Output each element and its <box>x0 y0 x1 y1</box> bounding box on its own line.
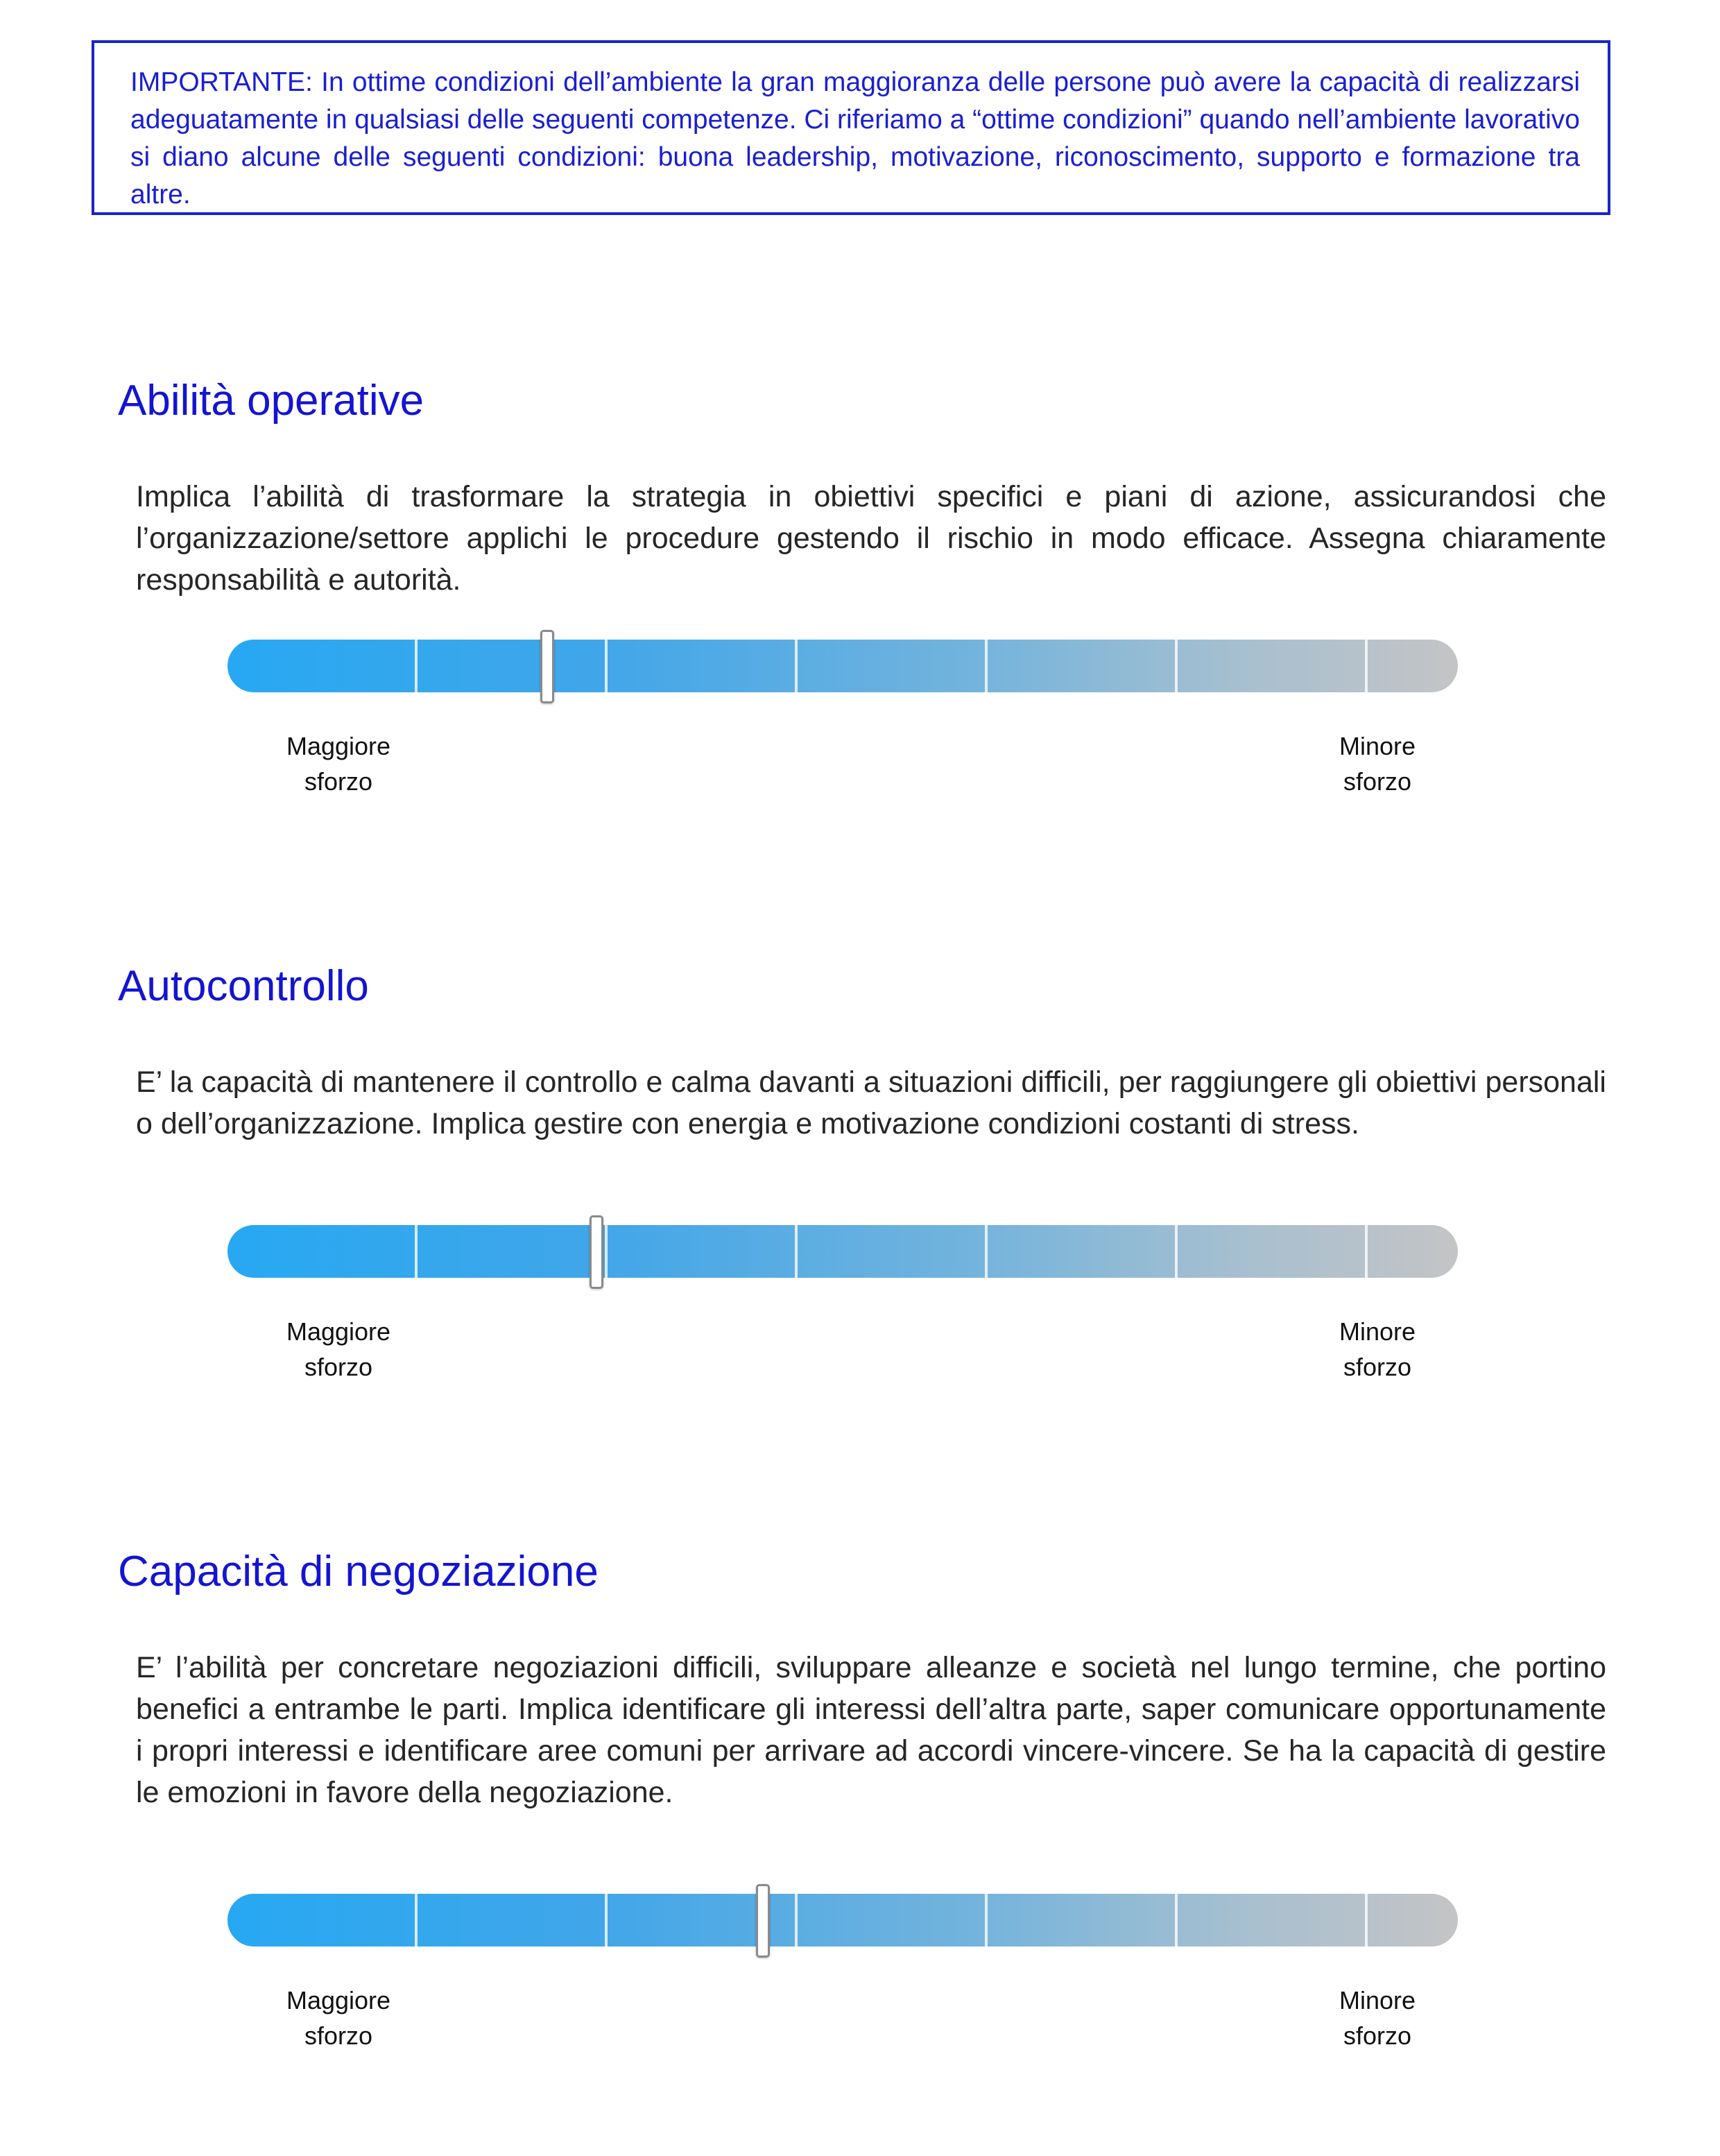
scale-label-less-effort <box>1287 1314 1468 1385</box>
scale-marker <box>540 630 554 703</box>
scale-track <box>227 1225 1458 1278</box>
scale-divider <box>985 1894 988 1947</box>
scale-divider <box>415 640 418 692</box>
scale-track <box>227 1894 1458 1947</box>
scale-label-less-effort <box>1287 728 1468 799</box>
scale-label-less-effort <box>1287 1983 1468 2053</box>
scale-label-more-effort <box>248 1314 429 1385</box>
scale-divider <box>795 1225 798 1278</box>
section-title: Autocontrollo <box>118 962 369 1010</box>
label-line: sforzo <box>304 1353 373 1381</box>
scale-divider <box>415 1894 418 1947</box>
label-line: sforzo <box>1343 1353 1412 1381</box>
effort-scale <box>227 1225 1458 1278</box>
label-line: Minore <box>1339 1317 1416 1346</box>
scale-label-more-effort <box>248 1983 429 2053</box>
scale-label-more-effort <box>248 728 429 799</box>
label-line: Maggiore <box>286 732 391 760</box>
label-line: Maggiore <box>286 1986 391 2014</box>
scale-divider <box>1365 1225 1368 1278</box>
scale-divider <box>1365 1894 1368 1947</box>
scale-track <box>227 640 1458 692</box>
label-line: sforzo <box>1343 2021 1412 2050</box>
scale-marker <box>590 1215 603 1289</box>
scale-divider <box>795 1894 798 1947</box>
section-description: E’ l’abilità per concretare negoziazioni difficili, sviluppare alleanze e società nel lungo termine, che portino benefici a entrambe le parti. Implica identificare gli interessi dell’altra parte, saper comunicare opportunamente i propri interessi e identificare aree comuni per arrivare ad accordi vincere-vincere. Se ha la capacità di gestire le emozioni in favore della negoziazione. <box>136 1651 1606 1809</box>
scale-divider <box>795 640 798 692</box>
scale-divider <box>605 1225 608 1278</box>
label-line: sforzo <box>304 2021 373 2050</box>
important-notice <box>92 40 1610 215</box>
label-line: Maggiore <box>286 1317 391 1346</box>
label-line: sforzo <box>1343 767 1412 796</box>
scale-divider <box>985 1225 988 1278</box>
scale-divider <box>605 640 608 692</box>
scale-divider <box>415 1225 418 1278</box>
section-title: Capacità di negoziazione <box>118 1548 599 1595</box>
scale-marker <box>756 1884 770 1958</box>
notice-text: IMPORTANTE: In ottime condizioni dell’ambiente la gran maggioranza delle persone può avere la capacità di realizzarsi adeguatamente in qualsiasi delle seguenti competenze. Ci riferiamo a “ottime condizioni” quando nell’ambiente lavorativo si diano alcune delle seguenti condizioni: buona leadership, motivazione, riconoscimento, supporto e formazione tra altre. <box>130 67 1580 209</box>
scale-divider <box>605 1894 608 1947</box>
label-line: Minore <box>1339 1986 1416 2014</box>
scale-divider <box>1175 1894 1178 1947</box>
effort-scale <box>227 1894 1458 1947</box>
scale-divider <box>1175 1225 1178 1278</box>
section-title: Abilità operative <box>118 377 424 425</box>
label-line: sforzo <box>304 767 373 796</box>
effort-scale <box>227 640 1458 692</box>
section-description: Implica l’abilità di trasformare la strategia in obiettivi specifici e piani di azione, assicurandosi che l’organizzazione/settore applichi le procedure gestendo il rischio in modo efficace. Assegna chiaramente responsabilità e autorità. <box>136 480 1606 597</box>
scale-divider <box>985 640 988 692</box>
label-line: Minore <box>1339 732 1416 760</box>
scale-divider <box>1365 640 1368 692</box>
section-description: E’ la capacità di mantenere il controllo e calma davanti a situazioni difficili, per raggiungere gli obiettivi personali o dell’organizzazione. Implica gestire con energia e motivazione condizioni costanti di stress. <box>136 1066 1606 1140</box>
scale-divider <box>1175 640 1178 692</box>
